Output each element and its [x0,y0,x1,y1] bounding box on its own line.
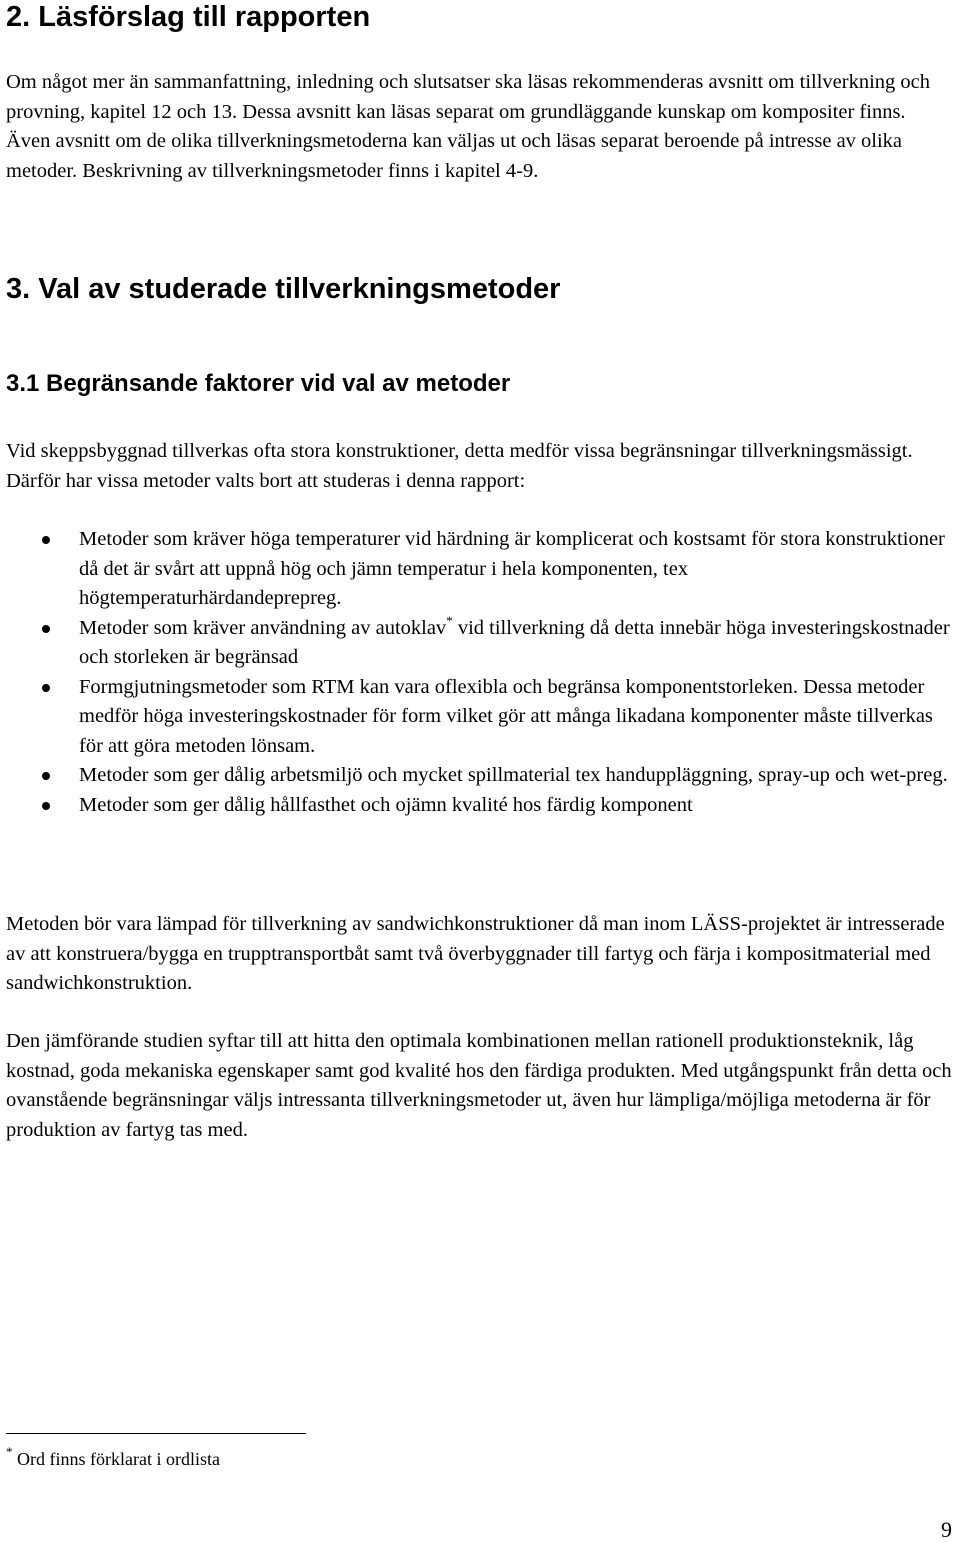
section-3-heading: 3. Val av studerade tillverkningsmetoder [6,273,561,305]
list-item [6,761,954,791]
list-item-text: Metoder som ger dålig arbetsmiljö och mycket spillmaterial tex handuppläggning, spray-up och wet-preg. [79,764,948,786]
section-3-1-paragraph-3: Den jämförande studien syftar till att hitta den optimala kombinationen mellan rationell produktionsteknik, låg kostnad, goda mekaniska egenskaper samt god kvalité hos den färdiga produkten. Med utgångspunkt från detta och ovanstående begränsningar väljs intressanta tillverkningsmetoder ut, även hur lämpliga/möjliga metoderna är för produktion av fartyg tas med. [6,1030,952,1141]
list-item-text: Formgjutningsmetoder som RTM kan vara oflexibla och begränsa komponentstorleken. Dessa metoder medför höga investeringskostnader för form vilket gör att många likadana komponenter måste tillverkas för att göra metoden lönsam. [79,675,933,757]
bullet-icon [42,802,50,810]
bullet-icon [42,684,50,692]
list-item [6,614,954,673]
list-item-text: Metoder som kräver användning av autoklav [79,616,447,639]
footnote-reference: * [446,612,453,628]
section-2-paragraph: Om något mer än sammanfattning, inledning och slutsatser ska läsas rekommenderas avsnitt om tillverkning och provning, kapitel 12 och 13. Dessa avsnitt kan läsas separat om grundläggande kunskap om kompositer finns. Även avsnitt om de olika tillverkningsmetoderna kan väljas ut och läsas separat beroende på intresse av olika metoder. Beskrivning av tillverkningsmetoder finns i kapitel 4-9. [6,71,931,182]
bullet-icon [42,772,50,780]
section-3-1-paragraph-2: Metoden bör vara lämpad för tillverkning av sandwichkonstruktioner då man inom LÄSS-projektet är intresserade av att konstruera/bygga en trupptransportbåt samt två överbyggnader till fartyg och färja i kompositmaterial med sandwichkonstruktion. [6,913,945,994]
page-number: 9 [941,1517,952,1542]
section-3-1-intro: Vid skeppsbyggnad tillverkas ofta stora konstruktioner, detta medför vissa begränsningar tillverkningsmässigt. Därför har vissa metoder valts bort att studeras i denna rapport: [6,440,913,492]
footnote-text: Ord finns förklarat i ordlista [12,1449,220,1469]
section-3-1-heading: 3.1 Begränsande faktorer vid val av metoder [6,370,511,397]
list-item [6,673,954,762]
limitations-list [6,525,954,820]
footnote-divider [6,1433,306,1434]
bullet-icon [42,536,50,544]
list-item [6,791,954,821]
list-item-text-continued: vid tillverkning då detta innebär höga investeringskostnader och storleken är begränsad [79,616,950,668]
list-item-text: Metoder som ger dålig hållfasthet och ojämn kvalité hos färdig komponent [79,793,693,816]
list-item-text: Metoder som kräver höga temperaturer vid härdning är komplicerat och kostsamt för stora konstruktioner då det är svårt att uppnå hög och jämn temperatur i hela komponenten, tex högtemperaturhärdandeprepreg. [79,528,945,609]
footnote [6,1446,220,1472]
bullet-icon [42,625,50,633]
section-2-heading: 2. Läsförslag till rapporten [6,1,371,33]
list-item [6,525,954,614]
footnote-marker: * [6,1444,13,1459]
